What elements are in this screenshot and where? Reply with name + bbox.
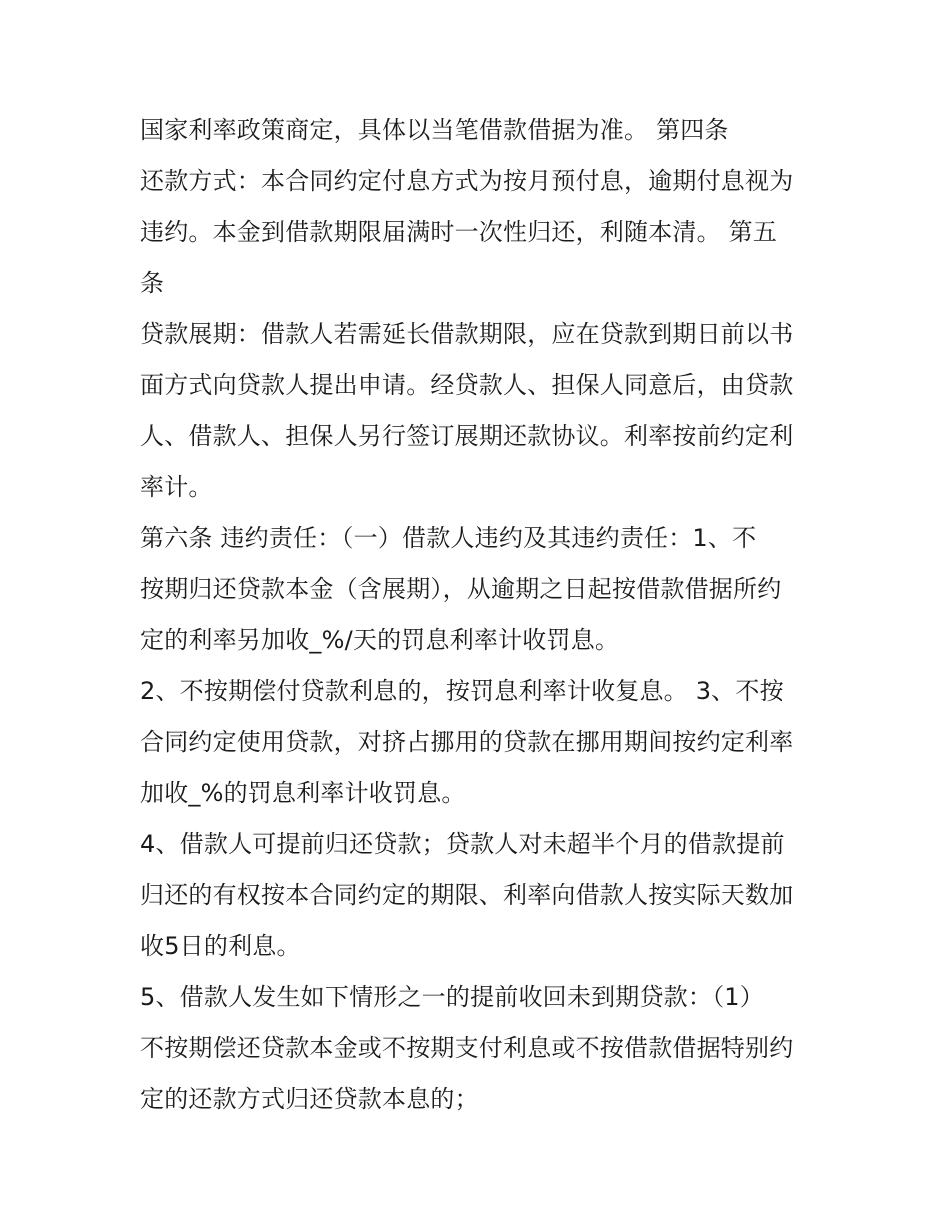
text-line: 合同约定使用贷款，对挤占挪用的贷款在挪用期间按约定利率 bbox=[140, 728, 794, 756]
text-line: 违约。本金到借款期限届满时一次性归还，利随本清。 第五 bbox=[140, 218, 778, 246]
text-line: 不按期偿还贷款本金或不按期支付利息或不按借款借据特别约 bbox=[140, 1034, 794, 1062]
text-line: 第六条 违约责任：（一）借款人违约及其违约责任：1、不 bbox=[140, 524, 757, 552]
text-line: 率计。 bbox=[140, 473, 213, 501]
text-line: 加收_%的罚息利率计收罚息。 bbox=[140, 779, 466, 807]
text-line: 5、借款人发生如下情形之一的提前收回未到期贷款：（1） bbox=[140, 983, 764, 1011]
text-line: 收5日的利息。 bbox=[140, 932, 301, 960]
text-line: 还款方式：本合同约定付息方式为按月预付息，逾期付息视为 bbox=[140, 167, 794, 195]
text-line: 国家利率政策商定，具体以当笔借款借据为准。 第四条 bbox=[140, 116, 729, 144]
text-line: 4、借款人可提前归还贷款；贷款人对未超半个月的借款提前 bbox=[140, 830, 785, 858]
text-line: 定的利率另加收_%/天的罚息利率计收罚息。 bbox=[140, 626, 620, 654]
text-line: 定的还款方式归还贷款本息的； bbox=[140, 1085, 479, 1113]
document-body bbox=[140, 105, 820, 1125]
text-line: 归还的有权按本合同约定的期限、利率向借款人按实际天数加 bbox=[140, 881, 794, 909]
text-line: 人、借款人、担保人另行签订展期还款协议。利率按前约定利 bbox=[140, 422, 794, 450]
text-line: 面方式向贷款人提出申请。经贷款人、担保人同意后，由贷款 bbox=[140, 371, 794, 399]
text-line: 贷款展期：借款人若需延长借款期限，应在贷款到期日前以书 bbox=[140, 320, 794, 348]
text-line: 2、不按期偿付贷款利息的，按罚息利率计收复息。 3、不按 bbox=[140, 677, 784, 705]
text-line: 按期归还贷款本金（含展期），从逾期之日起按借款借据所约 bbox=[140, 575, 782, 603]
text-line: 条 bbox=[140, 269, 165, 297]
